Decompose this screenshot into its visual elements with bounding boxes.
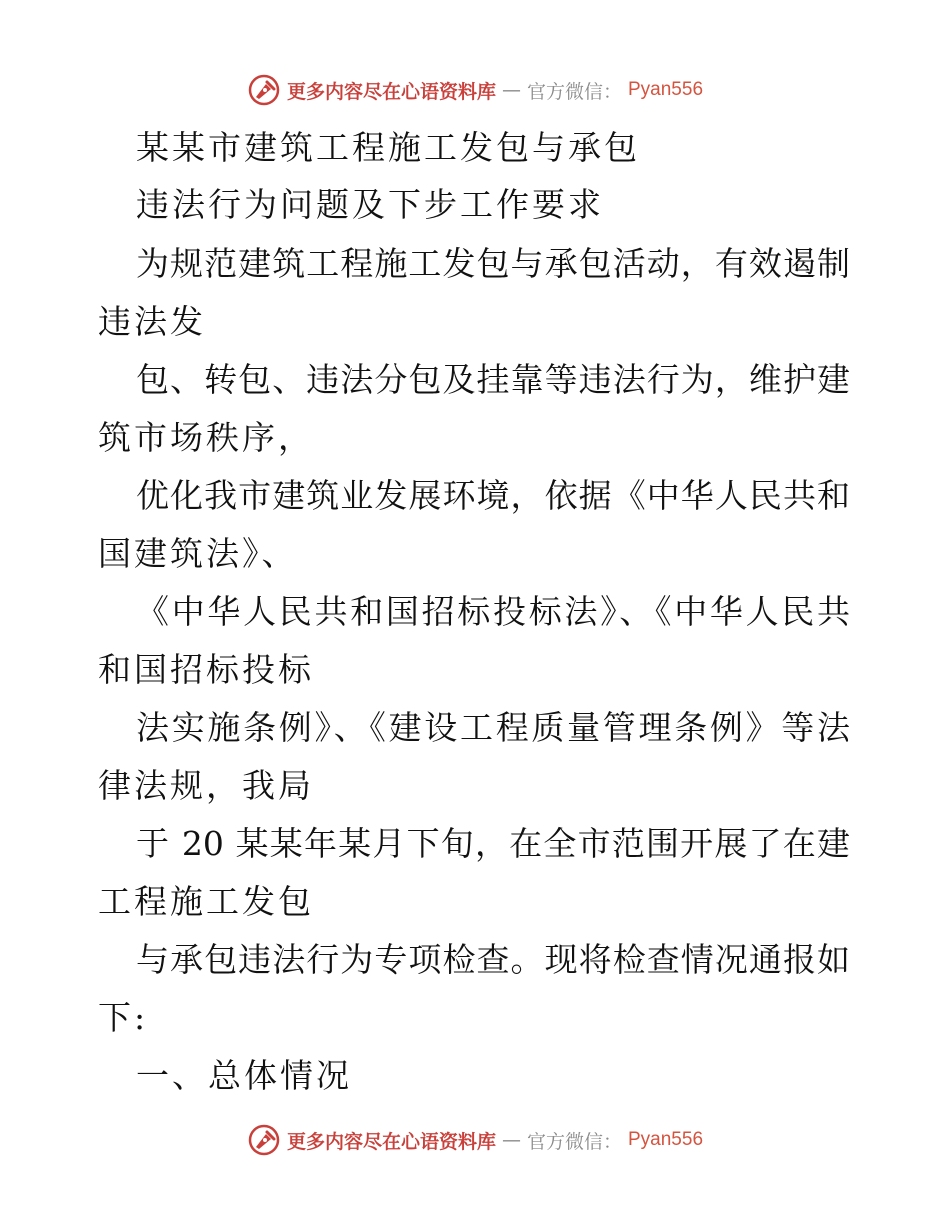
- doc-line: 和国招标投标: [98, 650, 314, 689]
- doc-line: 违法行为问题及下步工作要求: [136, 185, 604, 224]
- doc-line: 优化我市建筑业发展环境，依据《中华人民共和: [136, 476, 850, 515]
- watermark-header: [0, 70, 950, 110]
- watermark-brand-text: 更多内容尽在心语资料库: [286, 1130, 496, 1153]
- doc-line: 为规范建筑工程施工发包与承包活动，有效遏制: [136, 244, 850, 283]
- watermark-footer: [0, 1120, 950, 1160]
- doc-line: 违法发: [98, 302, 206, 341]
- doc-line: 《中华人民共和国招标投标法》、《中华人民共: [136, 592, 850, 631]
- section-heading: 一、总体情况: [136, 1056, 352, 1095]
- watermark-wechat-id: Pyan556: [628, 1129, 704, 1150]
- doc-line: 与承包违法行为专项检查。现将检查情况通报如: [136, 940, 850, 979]
- watermark-dash: —: [501, 79, 521, 101]
- watermark-wechat-label: 官方微信：: [526, 1130, 622, 1153]
- watermark-brand-text: 更多内容尽在心语资料库: [286, 80, 496, 103]
- doc-line: 律法规，我局: [98, 766, 314, 805]
- doc-line: 某某市建筑工程施工发包与承包: [136, 128, 640, 167]
- doc-line: 于 20 某某年某月下旬，在全市范围开展了在建: [136, 824, 850, 863]
- pen-nib-logo-icon: [247, 73, 281, 107]
- watermark-wechat-label: 官方微信：: [526, 80, 622, 103]
- doc-line: 法实施条例》、《建设工程质量管理条例》等法: [136, 708, 850, 747]
- doc-line: 工程施工发包: [98, 882, 314, 921]
- watermark-wechat-id: Pyan556: [628, 79, 704, 100]
- doc-line: 包、转包、违法分包及挂靠等违法行为，维护建: [136, 360, 850, 399]
- doc-line: 筑市场秩序，: [98, 418, 314, 457]
- doc-line: 下:: [98, 998, 149, 1037]
- pen-nib-logo-icon: [247, 1123, 281, 1157]
- watermark-dash: —: [501, 1129, 521, 1151]
- doc-line: 国建筑法》、: [98, 534, 298, 573]
